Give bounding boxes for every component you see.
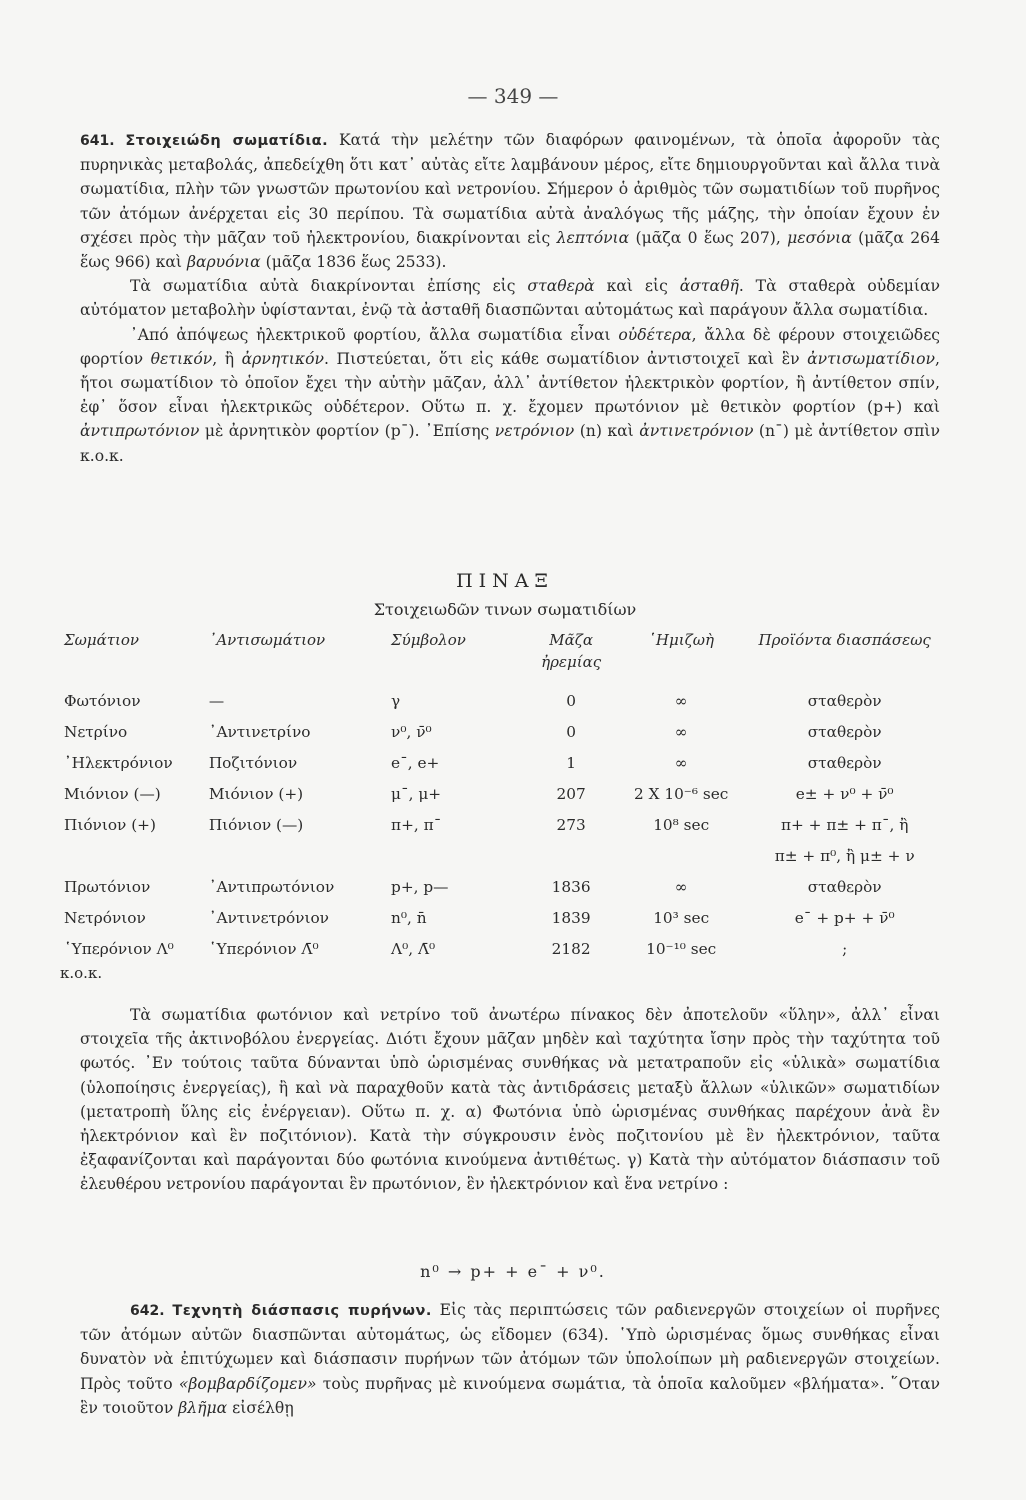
text: μὲ ἀρνητικὸν φορτίον (p¯). ᾿Επίσης xyxy=(199,422,495,441)
cell-decay-products: π+ + π± + π¯, ἢ xyxy=(780,815,909,834)
decay-equation: n⁰ → p+ + e¯ + ν⁰. xyxy=(420,1262,606,1281)
cell-decay-products: σταθερὸν xyxy=(807,753,882,772)
text: . Τὰ σταθερὰ οὐδεμίαν αὐτόματον μεταβολὴν ὑφίστανται, ἐνῷ τὰ ἀσταθῆ διασπῶνται αὐτομάτως καὶ παράγουν ἄλλα σωματίδια. xyxy=(80,277,940,320)
cell-rest-mass: 207 xyxy=(556,784,586,803)
cell-antiparticle: Πιόνιον (—) xyxy=(208,815,304,834)
cell-antiparticle: Μιόνιον (+) xyxy=(208,784,304,803)
particle-table-block xyxy=(60,570,950,982)
header-particle: Σωμάτιον xyxy=(64,631,140,649)
cell-decay-products: ; xyxy=(842,939,848,958)
cell-particle: Πιόνιον (+) xyxy=(64,815,156,834)
header-rest-mass: Μᾶζα ἠρεμίας xyxy=(541,631,602,671)
term-antiparticle: ἀντισωματίδιον xyxy=(807,349,936,368)
table-row xyxy=(60,778,950,809)
cell-antiparticle: ᾿Αντινετρίνο xyxy=(208,722,311,741)
term-antiproton: ἀντιπρωτόνιον xyxy=(80,422,200,441)
paragraph: Τὰ σωματίδια φωτόνιον καὶ νετρίνο τοῦ ἀνωτέρω πίνακος δὲν ἀποτελοῦν «ὕλην», ἀλλ᾿ εἶναι στοιχεῖα τῆς ἀκτινοβόλου ἐνεργείας. Διότι ἔχουν μᾶζαν μηδὲν καὶ ταχύτητα ἴσην πρὸς τὴν ταχύτητα τοῦ φωτός. ᾿Εν τούτοις ταῦτα δύνανται ὑπὸ ὡρισμένας συνθήκας νὰ μετατραποῦν εἰς «ὑλικὰ» σωματίδια (ὑλοποίησις ἐνεργείας), ἢ καὶ νὰ παραχθοῦν κατὰ τὰς ἀντιδράσεις μεταξὺ ἄλλων «ὑλικῶν» σωματιδίων (μετατροπὴ ὕλης εἰς ἐνέργειαν). Οὕτω π. χ. α) Φωτόνια ὑπὸ ὡρισμένας συνθήκας παρέχουν ἀνὰ ἓν ἠλεκτρόνιον καὶ ἓν ποζιτόνιον). Κατὰ τὴν σύγκρουσιν ἑνὸς ποζιτονίου μὲ ἓν ἠλεκτρόνιον, ταῦτα ἐξαφανίζονται καὶ παράγονται δύο φωτόνια κινούμενα ἀντιθέτως. γ) Κατὰ τὴν αὐτόματον διάσπασιν τοῦ ἐλευθέρου νετρονίου παράγονται ἓν πρωτόνιον, ἓν ἠλεκτρόνιον καὶ ἕνα νετρίνο : xyxy=(80,1006,940,1194)
text: . Πιστεύεται, ὅτι εἰς κάθε σωματίδιον ἀντιστοιχεῖ καὶ ἓν xyxy=(324,349,808,368)
table-row xyxy=(60,716,950,747)
text: Τὰ σωματίδια αὐτὰ διακρίνονται ἐπίσης εἰς xyxy=(130,277,528,296)
term-neutral: οὐδέτερα xyxy=(618,325,692,344)
table-row xyxy=(60,871,950,902)
cell-decay-products: π± + π⁰, ἢ μ± + ν xyxy=(774,846,915,865)
paragraph xyxy=(80,323,940,468)
cell-symbol: p+, p— xyxy=(391,877,449,896)
cell-half-life: ∞ xyxy=(674,691,688,710)
term-stable: σταθερὰ xyxy=(527,277,595,296)
text: Κατά τὴν μελέτην τῶν διαφόρων φαινομένων, τὰ ὁποῖα ἀφοροῦν τὰς πυρηνικὰς μεταβολάς, ἀπεδείχθη ὅτι κατ᾿ αὐτὰς εἴτε λαμβάνουν μέρος, εἴτε δημιουργοῦνται καὶ ἄλλα τινὰ σωματίδια, πλὴν τῶν γνωστῶν πρωτονίου καὶ νετρονίου. Σήμερον ὁ ἀριθμὸς τῶν σωματιδίων τοῦ πυρῆνος τῶν ἀτόμων ἀνέρχεται εἰς 30 περίπου. Τὰ σωματίδια αὐτὰ ἀναλόγως τῆς μάζης, τὴν ὁποίαν ἔχουν ἐν σχέσει πρὸς τὴν μᾶζαν τοῦ ἠλεκτρονίου, διακρίνονται εἰς xyxy=(80,131,940,247)
cell-decay-products: σταθερὸν xyxy=(807,877,882,896)
text: , ἄλλα δὲ φέρουν στοιχειῶδες φορτίον xyxy=(80,325,941,368)
term-mesons: μεσόνια xyxy=(787,228,852,247)
text: (n¯) μὲ ἀντίθετον σπὶν κ.ο.κ. xyxy=(80,422,940,465)
cell-half-life: ∞ xyxy=(674,877,688,896)
term-neutron: νετρόνιον xyxy=(494,422,575,441)
term-baryons: βαρυόνια xyxy=(186,253,261,272)
term-antineutron: ἀντινετρόνιον xyxy=(639,422,754,441)
table-row xyxy=(60,902,950,933)
cell-symbol: γ xyxy=(391,691,401,710)
cell-particle: ῾Υπερόνιον Λ⁰ xyxy=(64,939,174,958)
term-leptons: λεπτόνια xyxy=(556,228,630,247)
table-title: ΠΙΝΑΞ xyxy=(456,570,554,592)
table-subtitle: Στοιχειωδῶν τινων σωματιδίων xyxy=(373,600,637,619)
cell-symbol: μ¯, μ+ xyxy=(391,784,442,803)
cell-symbol: Λ⁰, Λ̄⁰ xyxy=(391,939,436,958)
cell-rest-mass: 1836 xyxy=(551,877,591,896)
section-heading: Στοιχειώδη σωματίδια. xyxy=(125,133,329,149)
cell-antiparticle: — xyxy=(208,691,225,710)
cell-symbol xyxy=(387,840,519,871)
term-projectile: βλῆμα xyxy=(178,1398,228,1417)
term-positive: θετικόν xyxy=(150,349,213,368)
term-bombard: «βομβαρδίζομεν» xyxy=(178,1374,317,1393)
cell-particle: ᾿Ηλεκτρόνιον xyxy=(64,753,173,772)
paragraph xyxy=(80,128,940,274)
term-negative: ἀρνητικόν xyxy=(241,349,324,368)
cell-particle: Φωτόνιον xyxy=(64,691,141,710)
header-decay-products: Προϊόντα διασπάσεως xyxy=(758,631,931,649)
text: (μᾶζα 264 ἕως 966) καὶ xyxy=(80,228,940,272)
paragraph xyxy=(80,274,940,322)
cell-particle: Νετρίνο xyxy=(64,722,128,741)
text: καὶ εἰς xyxy=(594,277,680,296)
cell-particle: Μιόνιον (—) xyxy=(64,784,161,803)
text: (μᾶζα 0 ἕως 207), xyxy=(629,228,788,247)
cell-rest-mass: 273 xyxy=(556,815,586,834)
text: ᾿Από ἀπόψεως ἠλεκτρικοῦ φορτίου, ἄλλα σωματίδια εἶναι xyxy=(130,325,619,344)
table-row xyxy=(60,747,950,778)
cell-antiparticle: ᾿Αντιπρωτόνιον xyxy=(208,877,335,896)
cell-decay-products: σταθερὸν xyxy=(807,691,882,710)
cell-decay-products: σταθερὸν xyxy=(807,722,882,741)
cell-symbol: e¯, e+ xyxy=(391,753,440,772)
text: , ἤτοι σωματίδιον τὸ ὁποῖον ἔχει τὴν αὐτὴν μᾶζαν, ἀλλ᾿ ἀντίθετον ἠλεκτρικὸν φορτίον, ἢ ἀντίθετον σπίν, ἐφ᾿ ὅσον εἶναι ἠλεκτρικῶς οὐδέτερον. Οὕτω π. χ. ἔχομεν πρωτόνιον μὲ θετικὸν φορτίον (p+) καὶ xyxy=(80,349,940,417)
table-footnote: κ.ο.κ. xyxy=(60,964,103,982)
cell-antiparticle: Ποζιτόνιον xyxy=(208,753,298,772)
cell-symbol: n⁰, n̄ xyxy=(391,908,427,927)
cell-half-life: ∞ xyxy=(674,753,688,772)
section-642 xyxy=(80,1298,940,1420)
table-row xyxy=(60,685,950,716)
cell-particle: Πρωτόνιον xyxy=(64,877,151,896)
cell-rest-mass: 0 xyxy=(566,722,576,741)
cell-symbol: ν⁰, ν̄⁰ xyxy=(391,722,432,741)
term-unstable: ἀσταθῆ xyxy=(679,277,739,296)
cell-half-life: 10⁸ sec xyxy=(653,815,710,834)
cell-rest-mass: 1 xyxy=(566,753,576,772)
cell-half-life: 2 X 10⁻⁶ sec xyxy=(633,784,729,803)
text: (μᾶζα 1836 ἕως 2533). xyxy=(260,253,447,272)
table-header-row xyxy=(60,629,950,685)
table-row xyxy=(60,809,950,840)
cell-rest-mass: 2182 xyxy=(551,939,591,958)
cell-half-life: 10⁻¹⁰ sec xyxy=(646,939,717,958)
cell-particle: Νετρόνιον xyxy=(64,908,146,927)
cell-decay-products: e¯ + p+ + ν̄⁰ xyxy=(794,908,895,927)
cell-rest-mass: 0 xyxy=(566,691,576,710)
page-number: — 349 — xyxy=(467,84,559,108)
cell-rest-mass: 1839 xyxy=(551,908,591,927)
header-symbol: Σύμβολον xyxy=(391,631,466,649)
paragraph xyxy=(80,1298,940,1420)
text: τοὺς πυρῆνας μὲ κινούμενα σωμάτια, τὰ ὁποῖα καλοῦμεν «βλήματα». ῞Οταν ἓν τοιοῦτον xyxy=(80,1374,940,1417)
text: (n) καὶ xyxy=(574,422,640,441)
cell-decay-products: e± + ν⁰ + ν̄⁰ xyxy=(795,784,894,803)
cell-half-life: ∞ xyxy=(674,722,688,741)
table-row xyxy=(60,840,950,871)
cell-half-life xyxy=(623,840,739,871)
paragraph-after-table xyxy=(80,1003,940,1197)
text: Εἰς τὰς περιπτώσεις τῶν ραδιενεργῶν στοιχείων οἱ πυρῆνες τῶν ἀτόμων αὐτῶν διασπῶνται αὐτομάτως, ὡς εἴδομεν (634). ῾Υπὸ ὡρισμένας ὅμως συνθήκας εἶναι δυνατὸν νὰ ἐπιτύχωμεν καὶ διάσπασιν πυρήνων τῶν ἀτόμων τῶν ὑπολοίπων μὴ ραδιενεργῶν στοιχείων. Πρὸς τοῦτο xyxy=(80,1301,941,1393)
header-antiparticle: ᾿Αντισωμάτιον xyxy=(208,631,326,649)
section-number: 641. xyxy=(80,133,115,149)
text: εἰσέλθῃ xyxy=(227,1398,294,1417)
cell-antiparticle xyxy=(205,840,387,871)
cell-symbol: π+, π¯ xyxy=(391,815,442,834)
cell-particle xyxy=(60,840,205,871)
section-heading: Τεχνητὴ διάσπασις πυρήνων. xyxy=(172,1303,432,1319)
cell-antiparticle: ᾿Αντινετρόνιον xyxy=(208,908,329,927)
cell-rest-mass xyxy=(519,840,623,871)
header-half-life: ῾Ημιζωὴ xyxy=(648,631,714,649)
cell-half-life: 10³ sec xyxy=(653,908,710,927)
table-row xyxy=(60,933,950,964)
section-number: 642. xyxy=(130,1303,165,1319)
particle-table xyxy=(60,629,950,964)
text: , ἢ xyxy=(212,349,242,368)
section-641 xyxy=(80,128,940,468)
cell-antiparticle: ῾Υπερόνιον Λ̄⁰ xyxy=(208,939,319,958)
